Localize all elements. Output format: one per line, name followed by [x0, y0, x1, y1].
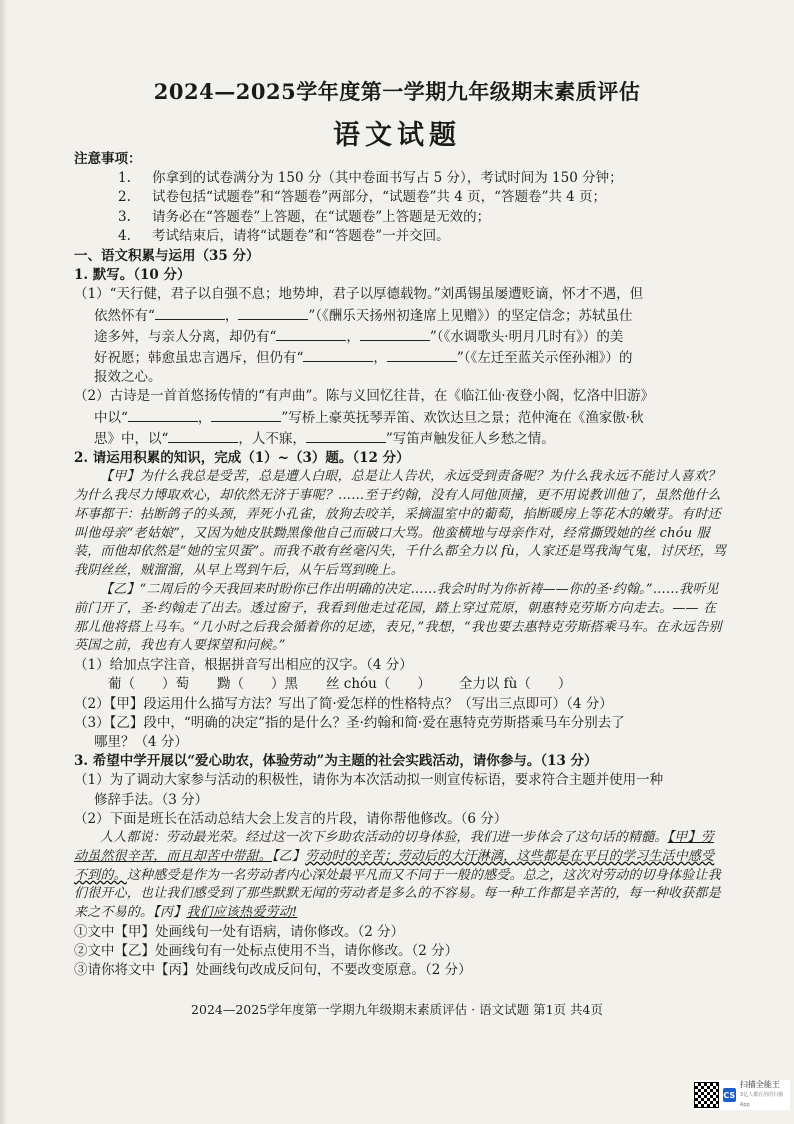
q1-part2: （2）古诗是一首首悠扬传情的“有声曲”。陈与义回忆往昔，在《临江仙·夜登小阁，忆洛中旧游》 中以“ ， ”写桥上豪英抚琴弄笛、欢饮达旦之景；范仲淹在《渔家傲·秋 思》中，以“ ，人不寐， ”写笛声触发征人乡愁之情。 [74, 388, 655, 447]
sub-question: （3）【乙】段中，“明确的决定”指的是什么？圣·约翰和简·爱在惠特克劳斯搭乘马车分别去了 [74, 714, 625, 731]
scanner-sub: 3亿人都在用的扫描App [739, 1092, 784, 1108]
sub-question: （1）为了调动大家参与活动的积极性，请你为本次活动拟一则宣传标语，要求符合主题并使用一种 [74, 772, 664, 789]
scanner-watermark [694, 1080, 790, 1110]
task-item: ③请你将文中【丙】处画线句改成反问句，不要改变原意。（2 分） [74, 962, 472, 979]
passage-yi: 【乙】“二周后的今天我回来时盼你已作出明确的决定……我会时时为你祈祷——你的圣·约翰。”……我听见前门开了，圣·约翰走了出去。透过窗子，我看到他走过花园，踏上穿过荒原，朝惠特克劳斯方向走去。—— 在那儿他将搭上马车。“几小时之后我会循着你的足迹，表兄，”我想，“我也要去惠特克劳斯搭乘马车。在永远告别英国之前，我也有人要探望和问候。” [74, 582, 722, 654]
qr-code-icon [694, 1082, 719, 1108]
question-title: 1. 默写。（10 分） [74, 267, 191, 284]
marked-sentence-yi: 劳动时的辛苦；劳动后的大汗淋漓，这些都是在平日的学习生活中感受不到的。 [74, 848, 715, 883]
note-item: 4. 考试结束后，请将“试题卷”和“答题卷”一并交回。 [118, 227, 450, 244]
sub-question: （2）【甲】段运用什么描写方法？写出了简·爱怎样的性格特点？（写出三点即可）（4 分） [74, 695, 613, 712]
pinyin-row: 葡（ ）萄 黝（ ）黑 丝 chóu（ ） 全力以 fù（ ） [108, 676, 572, 693]
task-item: ②文中【乙】处画线句有一处标点使用不当，请你修改。（2 分） [74, 943, 459, 960]
sub-question-cont: 修辞手法。（3 分） [94, 791, 209, 808]
question-title: 2. 请运用积累的知识，完成（1）~（3）题。（12 分） [74, 450, 410, 467]
task-item: ①文中【甲】处画线句一处有语病，请你修改。（2 分） [74, 924, 405, 941]
scan-edge-shadow [0, 0, 8, 1124]
exam-subject-title: 语文试题 [333, 120, 461, 151]
page-footer: 2024—2025学年度第一学期九年级期末素质评估 · 语文试题 第1页 共4页 [191, 1002, 603, 1017]
exam-title: 2024—2025学年度第一学期九年级期末素质评估 [153, 79, 641, 104]
passage-jia: 【甲】为什么我总是受苦，总是遭人白眼，总是让人告状，永远受到责备呢？为什么我永远不能讨人喜欢？为什么我尽力博取欢心，却依然无济于事呢？……至于约翰，没有人同他顶撞，更不用说教训他了，虽然他什么坏事都干：拈断鸽子的头颈，弄死小孔雀，放狗去咬羊，采摘温室中的葡萄，掐断暖房上等花木的嫩芽。有时还叫他母亲“老姑娘”，又因为她皮肤黝黑像他自己而破口大骂。他蛮横地与母亲作对，经常撕毁她的丝 chóu 服装，而他却依然是“她的宝贝蛋”。而我不敢有丝毫闪失，千什么都全力以 fù，人家还是骂我淘气鬼，讨厌坯，骂我阴丝丝，贼溜溜，从早上骂到午后，从午后骂到晚上。 [74, 469, 727, 579]
sub-question: （1）给加点字注音，根据拼音写出相应的汉字。（4 分） [74, 657, 413, 674]
section-heading: 一、语文积累与运用（35 分） [74, 248, 260, 265]
note-item: 3. 请务必在“答题卷”上答题，在“试题卷”上答题是无效的； [118, 208, 491, 225]
sub-question: （2）下面是班长在活动总结大会上发言的片段，请你帮他修改。（6 分） [74, 810, 508, 827]
exam-content [74, 150, 727, 981]
scanner-name: 扫描全能王 [739, 1080, 780, 1089]
marked-sentence-jia: 【甲】劳动虽然很辛苦，而且却苦中带甜。 [74, 830, 714, 864]
q1-part1: （1）“天行健，君子以自强不息；地势坤，君子以厚德载物。”刘禹锡虽屡遭贬谪，怀才不遇，但 依然怀有“ ， ”（《酬乐天扬州初逢席上见赠》）的坚定信念；苏轼虽仕 途多舛，与亲人分离，却仍有“ ， ”（《水调歌头·明月几时有》）的美 好祝愿；韩愈虽忠言遇斥，但仍有“ ， ”（《左迁至蓝关示侄孙湘》）的 报效之心。 [74, 286, 644, 386]
marked-sentence-bing: 我们应该热爱劳动! [186, 905, 298, 921]
sub-question-cont: 哪里？（4 分） [94, 734, 188, 751]
notes-heading: 注意事项： [74, 151, 142, 167]
question-title: 3. 希望中学开展以“爱心助农，体验劳动”为主题的社会实践活动，请你参与。（13 分） [74, 753, 598, 770]
note-item: 2. 试卷包括“试题卷”和“答题卷”两部分，“试题卷”共 4 页，“答题卷”共 4 页； [118, 189, 607, 206]
speech-passage: 人人都说：劳动最光荣。经过这一次下乡助农活动的切身体验，我们进一步体会了这句话的精髓。【甲】劳动虽然很辛苦，而且却苦中带甜。【乙】劳动时的辛苦；劳动后的大汗淋漓，这些都是在平日的学习生活中感受不到的。这种感受是作为一名劳动者内心深处最平凡而又不同于一般的感受。总之，这次对劳动的切身体验让我们很开心，也让我们感受到了那些默默无闻的劳动者是多么的不容易。每一种工作都是辛苦的，每一种收获都是来之不易的。【丙】我们应该热爱劳动! [74, 830, 721, 921]
camscanner-logo-icon: CS [723, 1088, 736, 1102]
note-item: 1. 你拿到的试卷满分为 150 分（其中卷面书写占 5 分），考试时间为 150 分钟； [118, 170, 623, 187]
